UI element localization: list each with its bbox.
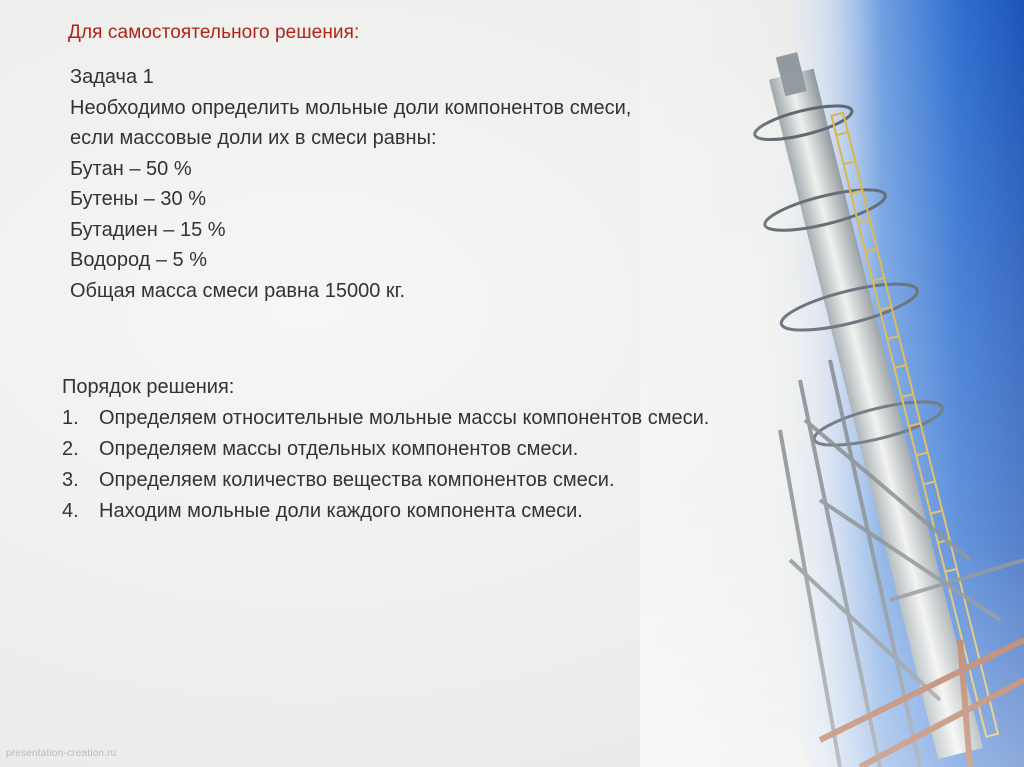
task-line: Общая масса смеси равна 15000 кг. xyxy=(70,279,406,302)
plan-step xyxy=(62,403,862,434)
step-text: Определяем массы отдельных компонентов смеси. xyxy=(99,438,579,460)
step-text: Определяем относительные мольные массы компонентов смеси. xyxy=(99,407,710,429)
plan-step xyxy=(62,434,862,465)
step-text: Находим мольные доли каждого компонента смеси. xyxy=(99,500,583,522)
plan-step xyxy=(62,465,862,496)
task-line: Необходимо определить мольные доли компонентов смеси, xyxy=(70,96,632,119)
step-number: 4. xyxy=(62,500,79,522)
watermark-text: presentation-creation.ru xyxy=(6,748,117,759)
task-title: Задача 1 xyxy=(70,66,154,88)
task-block xyxy=(70,62,770,306)
step-number: 1. xyxy=(62,407,79,429)
task-line: Бутан – 50 % xyxy=(70,157,192,180)
task-line: Бутадиен – 15 % xyxy=(70,218,226,241)
plan-title: Порядок решения: xyxy=(62,376,235,398)
task-line: Водород – 5 % xyxy=(70,249,207,271)
task-line: Бутены – 30 % xyxy=(70,188,206,210)
solution-plan xyxy=(62,372,862,527)
step-text: Определяем количество вещества компонентов смеси. xyxy=(99,469,615,491)
task-line: если массовые доли их в смеси равны: xyxy=(70,127,437,149)
step-number: 2. xyxy=(62,438,79,460)
plan-step xyxy=(62,496,862,527)
slide-heading: Для самостоятельного решения: xyxy=(68,22,360,43)
step-number: 3. xyxy=(62,469,79,491)
plan-steps xyxy=(62,403,862,527)
